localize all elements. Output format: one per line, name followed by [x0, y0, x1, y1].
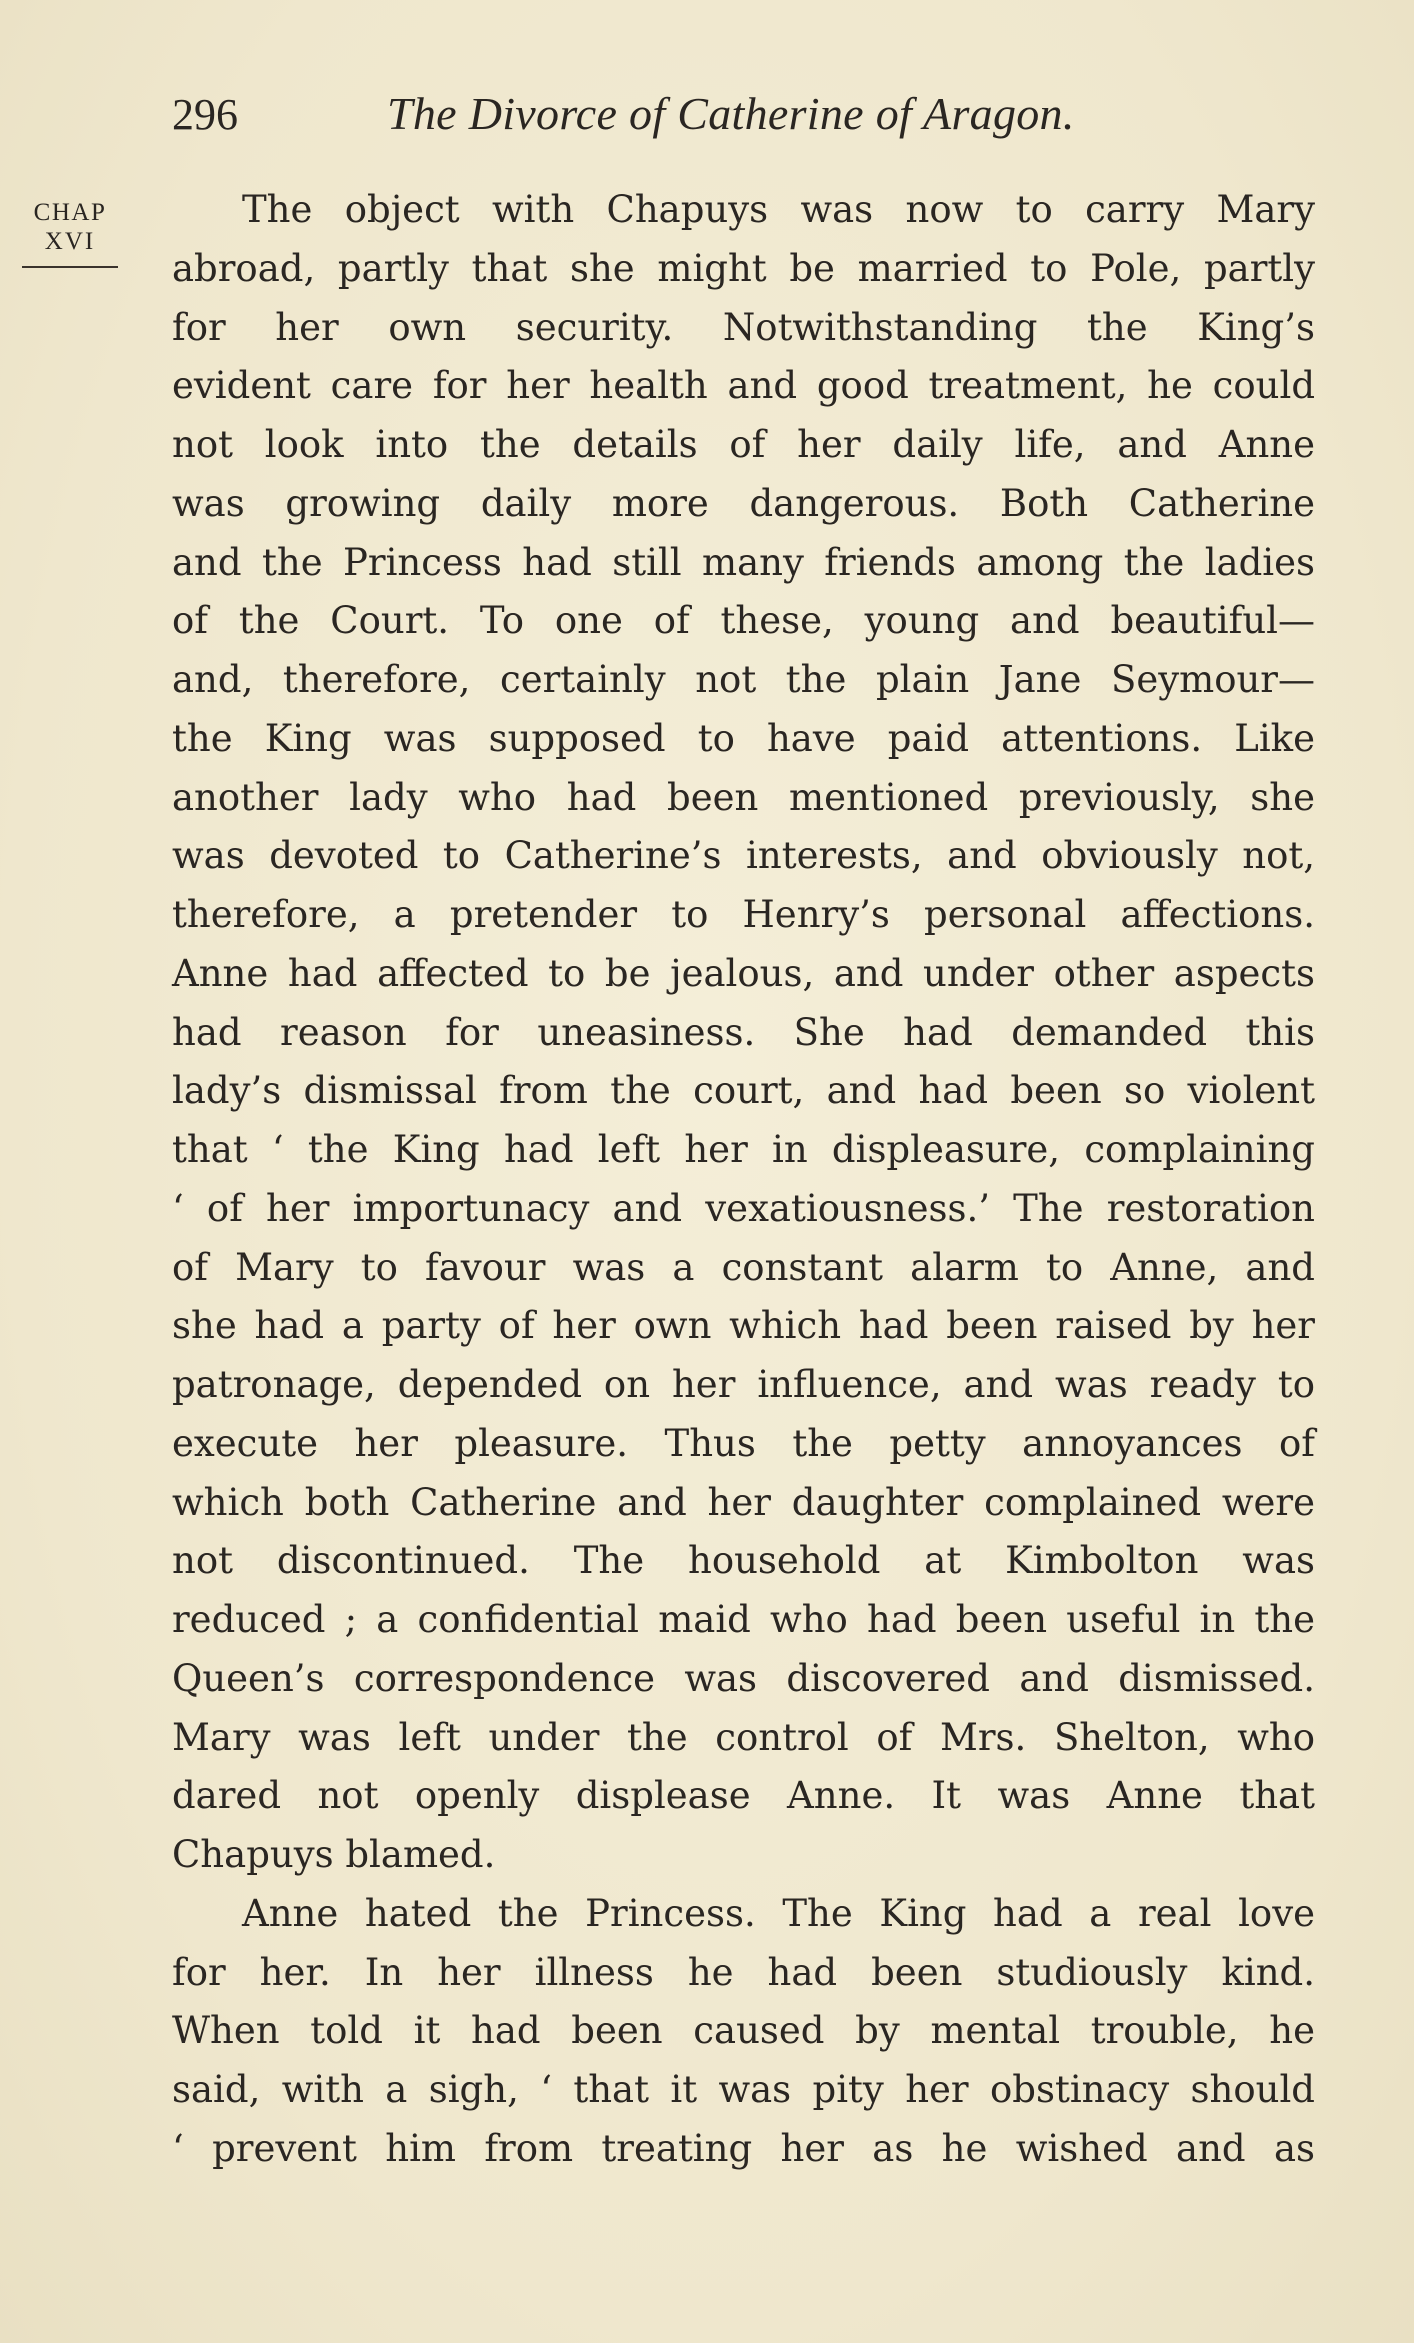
text-line: was devoted to Catherine’s interests, and obviously not, [172, 834, 1315, 878]
text-line: patronage, depended on her influence, and was ready to [172, 1363, 1315, 1406]
margin-chapter-number: XVI [44, 228, 96, 255]
text-line: When told it had been caused by mental trouble, he [172, 2009, 1315, 2053]
page-number: 296 [172, 90, 238, 139]
text-line: therefore, a pretender to Henry’s personal affections. [172, 893, 1315, 936]
text-line: Queen’s correspondence was discovered and dismissed. [172, 1656, 1315, 1700]
text-line: lady’s dismissal from the court, and had been so violent [172, 1069, 1315, 1113]
body-text [172, 181, 1315, 2179]
text-line: evident care for her health and good treatment, he could [172, 364, 1315, 408]
text-line: reduced ; a confidential maid who had been useful in the [172, 1598, 1315, 1641]
text-line: and the Princess had still many friends among the ladies [172, 540, 1315, 584]
text-line: The object with Chapuys was now to carry Mary [242, 188, 1315, 231]
text-line: for her own security. Notwithstanding the King’s [172, 305, 1315, 349]
text-line: not discontinued. The household at Kimbolton was [172, 1539, 1315, 1583]
text-line: she had a party of her own which had been raised by her [172, 1304, 1315, 1348]
text-line: was growing daily more dangerous. Both Catherine [172, 481, 1315, 525]
text-line: ‘ of her importunacy and vexatiousness.’ The restoration [172, 1186, 1315, 1230]
text-line: Anne hated the Princess. The King had a real love [242, 1891, 1315, 1935]
text-line: not look into the details of her daily life, and Anne [172, 423, 1315, 466]
text-line: of Mary to favour was a constant alarm to Anne, and [172, 1245, 1315, 1289]
margin-chapter-note [22, 198, 118, 268]
margin-rule [22, 266, 118, 268]
text-line: the King was supposed to have paid attentions. Like [172, 716, 1315, 760]
text-line: of the Court. To one of these, young and beautiful— [172, 599, 1315, 643]
text-line: had reason for uneasiness. She had demanded this [172, 1010, 1315, 1054]
text-line: dared not openly displease Anne. It was Anne that [172, 1774, 1315, 1818]
running-title: The Divorce of Catherine of Aragon. [387, 88, 1075, 139]
text-line: Anne had affected to be jealous, and under other aspects [172, 951, 1315, 995]
text-line: ‘ prevent him from treating her as he wished and as [172, 2126, 1315, 2170]
text-line: that ‘ the King had left her in displeasure, complaining [172, 1128, 1315, 1171]
text-line: said, with a sigh, ‘ that it was pity her obstinacy should [172, 2068, 1315, 2111]
text-line: execute her pleasure. Thus the petty annoyances of [172, 1421, 1315, 1465]
text-line: Mary was left under the control of Mrs. Shelton, who [172, 1715, 1315, 1759]
text-line: Chapuys blamed. [172, 1833, 496, 1876]
running-head [172, 84, 1075, 144]
margin-chapter-label: CHAP [33, 199, 107, 226]
text-line: which both Catherine and her daughter complained were [172, 1480, 1315, 1524]
text-line: another lady who had been mentioned previously, she [172, 775, 1315, 819]
text-line: abroad, partly that she might be married to Pole, partly [172, 246, 1315, 290]
text-line: for her. In her illness he had been studiously kind. [172, 1950, 1315, 1994]
text-line: and, therefore, certainly not the plain Jane Seymour— [172, 658, 1315, 701]
